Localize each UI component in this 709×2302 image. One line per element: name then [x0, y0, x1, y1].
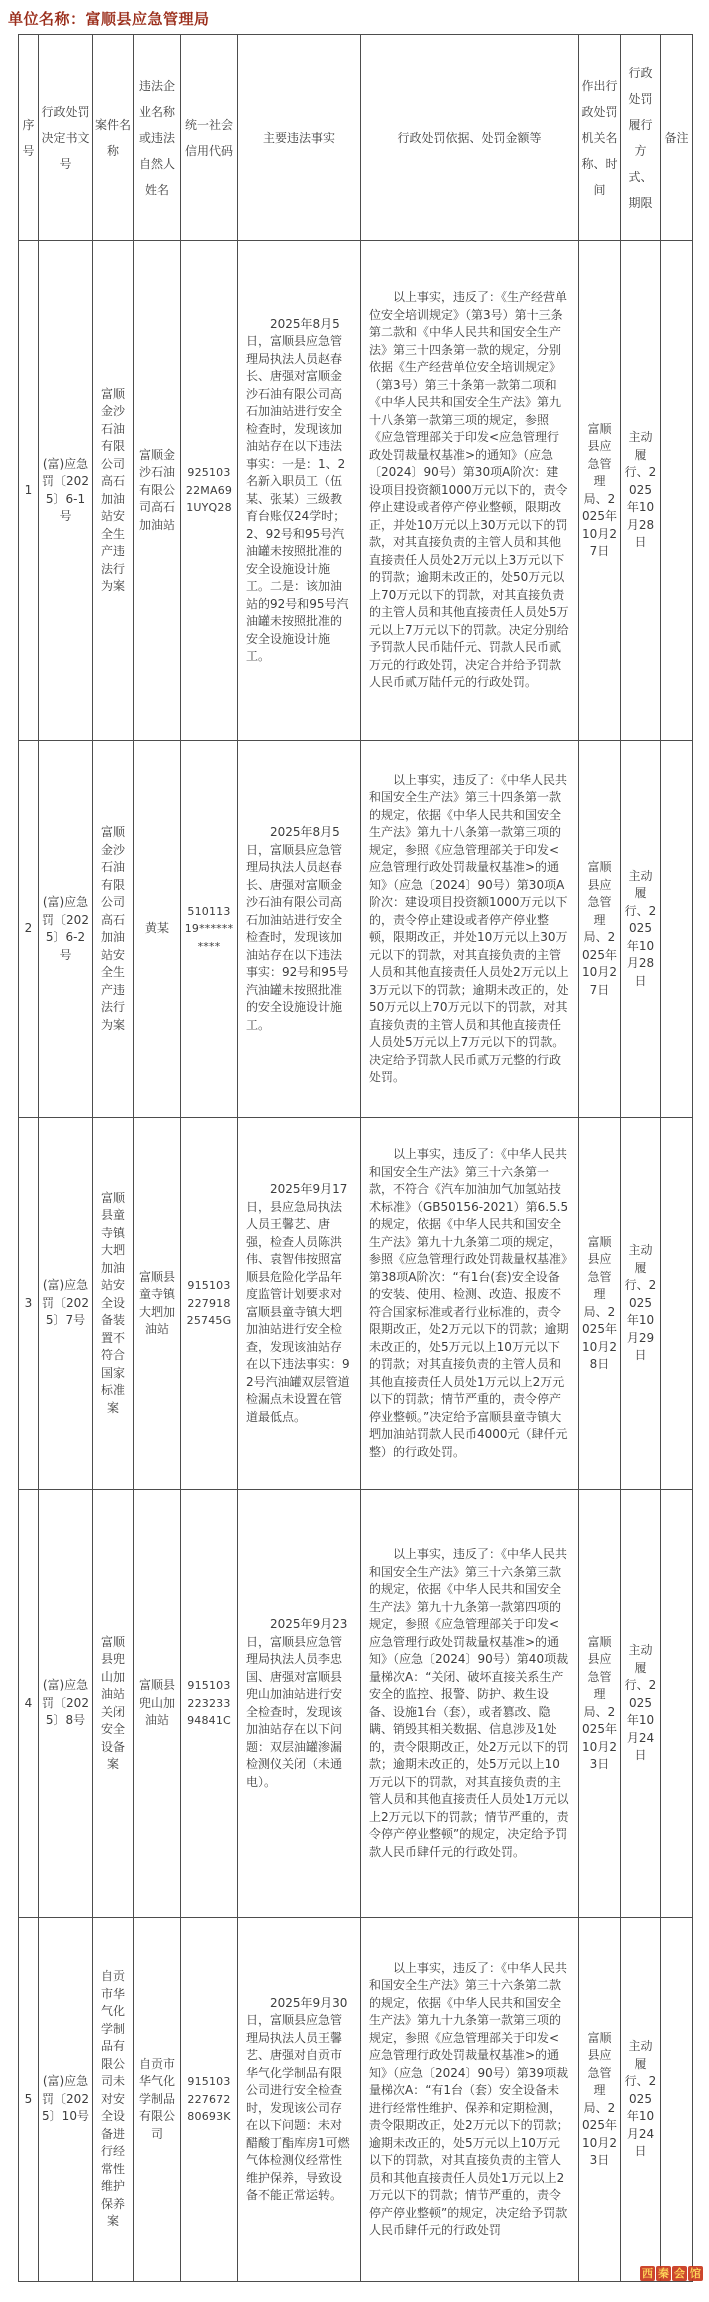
table-row: [19, 1918, 693, 2282]
cell-remark: [661, 741, 693, 1118]
cell-credit-code: 91510322791825745G: [181, 1118, 238, 1490]
cell-party: 富顺金沙石油有限公司高石加油站: [134, 241, 181, 741]
cell-seq: 2: [19, 741, 39, 1118]
col-header-party: 违法企业名称或违法自然人姓名: [134, 35, 181, 241]
cell-remark: [661, 1118, 693, 1490]
cell-seq: 3: [19, 1118, 39, 1490]
page-title: 单位名称：富顺县应急管理局: [8, 10, 210, 28]
table-header-row: [19, 35, 693, 241]
cell-fulfillment: 主动履行、2025年10月24日: [621, 1490, 661, 1918]
cell-party: 富顺县童寺镇大垇加油站: [134, 1118, 181, 1490]
cell-fulfillment: 主动履行、2025年10月28日: [621, 741, 661, 1118]
cell-authority: 富顺县应急管理局、2025年10月23日: [579, 1490, 621, 1918]
cell-credit-code: 91510322323394841C: [181, 1490, 238, 1918]
cell-penalty: 以上事实，违反了：《中华人民共和国安全生产法》第三十四条第一款的规定，依据《中华人民共和国安全生产法》第九十八条第一款第三项的规定，参照《应急管理部关于印发<应急管理行政处罚裁量权基准>的通知》（应急〔2024〕90号）第30项A阶次：建设项目投资额1000万元以下的，责令停止建设或者停产停业整顿，限期改正，并处10万元以上30万元以下的罚款，对其直接负责的主管人员和其他直接责任人员处2万元以上3万元以下的罚款；逾期未改正的，处50万元以上70万元以下的罚款，对其直接负责的主管人员和其他直接责任人员处5万元以上7万元以下的罚款。决定给予罚款人民币贰万元整的行政处罚。: [361, 741, 579, 1118]
cell-case-name: 自贡市华气化学制品有限公司未对安全设备进行经常性维护保养案: [93, 1918, 134, 2282]
col-header-doc-no: 行政处罚决定书文号: [39, 35, 93, 241]
cell-doc-no: (富)应急罚〔2025〕6-2号: [39, 741, 93, 1118]
cell-penalty: 以上事实，违反了：《中华人民共和国安全生产法》第三十六条第一款，不符合《汽车加油加气加氢站技术标准》（GB50156-2021）第6.5.5的规定，依据《中华人民共和国安全生产法》第九十九条第二项的规定，参照《应急管理行政处罚裁量权基准》第38项A阶次：“有1台(套)安全设备的安装、使用、检测、改造、报废不符合国家标准或者行业标准的，责令限期改正，处2万元以下的罚款；逾期未改正的，处5万元以上10万元以下的罚款；对其直接负责的主管人员和其他直接责任人员处1万元以上2万元以下的罚款；情节严重的，责令停产停业整顿。”决定给予富顺县童寺镇大垇加油站罚款人民币4000元（肆仟元整）的行政处罚。: [361, 1118, 579, 1490]
cell-remark: [661, 1918, 693, 2282]
cell-authority: 富顺县应急管理局、2025年10月27日: [579, 241, 621, 741]
cell-authority: 富顺县应急管理局、2025年10月23日: [579, 1918, 621, 2282]
table-row: [19, 1490, 693, 1918]
cell-doc-no: (富)应急罚〔2025〕7号: [39, 1118, 93, 1490]
cell-authority: 富顺县应急管理局、2025年10月28日: [579, 1118, 621, 1490]
cell-remark: [661, 241, 693, 741]
cell-case-name: 富顺县兜山加油站关闭安全设备案: [93, 1490, 134, 1918]
cell-seq: 4: [19, 1490, 39, 1918]
col-header-authority: 作出行政处罚机关名称、时间: [579, 35, 621, 241]
col-header-remark: 备注: [661, 35, 693, 241]
cell-facts: 2025年9月17日，县应急局执法人员王馨艺、唐强，检查人员陈洪伟、袁智伟按照富顺县危险化学品年度监管计划要求对富顺县童寺镇大垇加油站进行安全检查，发现该油站存在以下违法事实：92号汽油罐双层管道检漏点未设置在管道最低点。: [238, 1118, 361, 1490]
cell-case-name: 富顺县童寺镇大垇加油站安全设备装置不符合国家标准案: [93, 1118, 134, 1490]
cell-penalty: 以上事实，违反了：《中华人民共和国安全生产法》第三十六条第三款的规定，依据《中华人民共和国安全生产法》第九十九条第一款第四项的规定，参照《应急管理部关于印发<应急管理行政处罚裁量权基准>的通知》（应急〔2024〕90号）第40项裁量梯次A：“关闭、破坏直接关系生产安全的监控、报警、防护、救生设备、设施1台（套），或者篡改、隐瞒、销毁其相关数据、信息涉及1处的，责令限期改正，处2万元以下的罚款；逾期未改正的，处5万元以上10万元以下的罚款，对其直接负责的主管人员和其他直接责任人员处1万元以上2万元以下的罚款；情节严重的，责令停产停业整顿”的规定，决定给予罚款人民币肆仟元的行政处罚。: [361, 1490, 579, 1918]
cell-party: 富顺县兜山加油站: [134, 1490, 181, 1918]
table-row: [19, 241, 693, 741]
cell-doc-no: (富)应急罚〔2025〕10号: [39, 1918, 93, 2282]
cell-credit-code: 51011319**********: [181, 741, 238, 1118]
watermark-char: 西: [642, 2267, 653, 2280]
col-header-penalty: 行政处罚依据、处罚金额等: [361, 35, 579, 241]
cell-fulfillment: 主动履行、2025年10月29日: [621, 1118, 661, 1490]
cell-facts: 2025年9月30日，富顺县应急管理局执法人员王馨艺、唐强对自贡市华气化学制品有限公司进行安全检查时，发现该公司存在以下问题：未对醋酸丁酯库房1可燃气体检测仪经常性维护保养，导致设备不能正常运转。: [238, 1918, 361, 2282]
cell-remark: [661, 1490, 693, 1918]
penalty-table: [18, 34, 693, 2282]
cell-doc-no: (富)应急罚〔2025〕6-1号: [39, 241, 93, 741]
cell-party: 黄某: [134, 741, 181, 1118]
cell-case-name: 富顺金沙石油有限公司高石加油站安全生产违法行为案: [93, 741, 134, 1118]
cell-authority: 富顺县应急管理局、2025年10月27日: [579, 741, 621, 1118]
cell-penalty: 以上事实，违反了：《中华人民共和国安全生产法》第三十六条第二款的规定，依据《中华人民共和国安全生产法》第九十九条第一款第三项的规定，参照《应急管理部关于印发<应急管理行政处罚裁量权基准>的通知》（应急〔2024〕90号）第39项裁量梯次A：“有1台（套）安全设备未进行经常性维护、保养和定期检测，责令限期改正，处2万元以下的罚款；逾期未改正的，处5万元以上10万元以下的罚款，对其直接负责的主管人员和其他直接责任人员处1万元以上2万元以下的罚款；情节严重的，责令停产停业整顿”的规定，决定给予罚款人民币肆仟元的行政处罚: [361, 1918, 579, 2282]
cell-credit-code: 92510322MA691UYQ28: [181, 241, 238, 741]
col-header-seq: 序号: [19, 35, 39, 241]
watermark-char: 秦: [658, 2267, 669, 2280]
col-header-fulfillment: 行政处罚履行方式、期限: [621, 35, 661, 241]
watermark-char: 会: [674, 2267, 685, 2280]
cell-facts: 2025年9月23日，富顺县应急管理局执法人员李忠国、唐强对富顺县兜山加油站进行安全检查时，发现该加油站存在以下问题：双层油罐渗漏检测仪关闭（未通电）。: [238, 1490, 361, 1918]
col-header-facts: 主要违法事实: [238, 35, 361, 241]
cell-party: 自贡市华气化学制品有限公司: [134, 1918, 181, 2282]
cell-seq: 1: [19, 241, 39, 741]
table-row: [19, 1118, 693, 1490]
cell-seq: 5: [19, 1918, 39, 2282]
cell-fulfillment: 主动履行、2025年10月28日: [621, 241, 661, 741]
watermark-char: 馆: [690, 2267, 701, 2280]
cell-facts: 2025年8月5日，富顺县应急管理局执法人员赵春长、唐强对富顺金沙石油有限公司高石加油站进行安全检查时，发现该加油站存在以下违法事实：92号和95号汽油罐未按照批准的安全设施设计施工。: [238, 741, 361, 1118]
col-header-case-name: 案件名称: [93, 35, 134, 241]
table-row: [19, 741, 693, 1118]
cell-fulfillment: 主动履行、2025年10月24日: [621, 1918, 661, 2282]
col-header-credit-code: 统一社会信用代码: [181, 35, 238, 241]
cell-case-name: 富顺金沙石油有限公司高石加油站安全生产违法行为案: [93, 241, 134, 741]
cell-penalty: 以上事实，违反了：《生产经营单位安全培训规定》（第3号）第十三条第二款和《中华人民共和国安全生产法》第三十四条第一款的规定，分别依据《生产经营单位安全培训规定》（第3号）第三十条第一款第二项和《中华人民共和国安全生产法》第九十八条第一款第三项的规定，参照《应急管理部关于印发<应急管理行政处罚裁量权基准>的通知》（应急〔2024〕90号）第30项A阶次：建设项目投资额1000万元以下的，责令停止建设或者停产停业整顿，限期改正，并处10万元以上30万元以下的罚款，对其直接负责的主管人员和其他直接责任人员处2万元以上3万元以下的罚款；逾期未改正的，处50万元以上70万元以下的罚款，对其直接负责的主管人员和其他直接责任人员处5万元以上7万元以下的罚款。决定分别给予罚款人民币陆仟元、罚款人民币贰万元的行政处罚，决定合并给予罚款人民币贰万陆仟元的行政处罚。: [361, 241, 579, 741]
site-watermark-logo: [640, 2266, 703, 2281]
cell-doc-no: (富)应急罚〔2025〕8号: [39, 1490, 93, 1918]
cell-facts: 2025年8月5日，富顺县应急管理局执法人员赵春长、唐强对富顺金沙石油有限公司高石加油站进行安全检查时，发现该加油站存在以下违法事实：一是：1、2名新入职员工（伍某、张某）三级教育台账仅24学时；2、92号和95号汽油罐未按照批准的安全设施设计施工。二是：该加油站的92号和95号汽油罐未按照批准的安全设施设计施工。: [238, 241, 361, 741]
cell-credit-code: 91510322767280693K: [181, 1918, 238, 2282]
